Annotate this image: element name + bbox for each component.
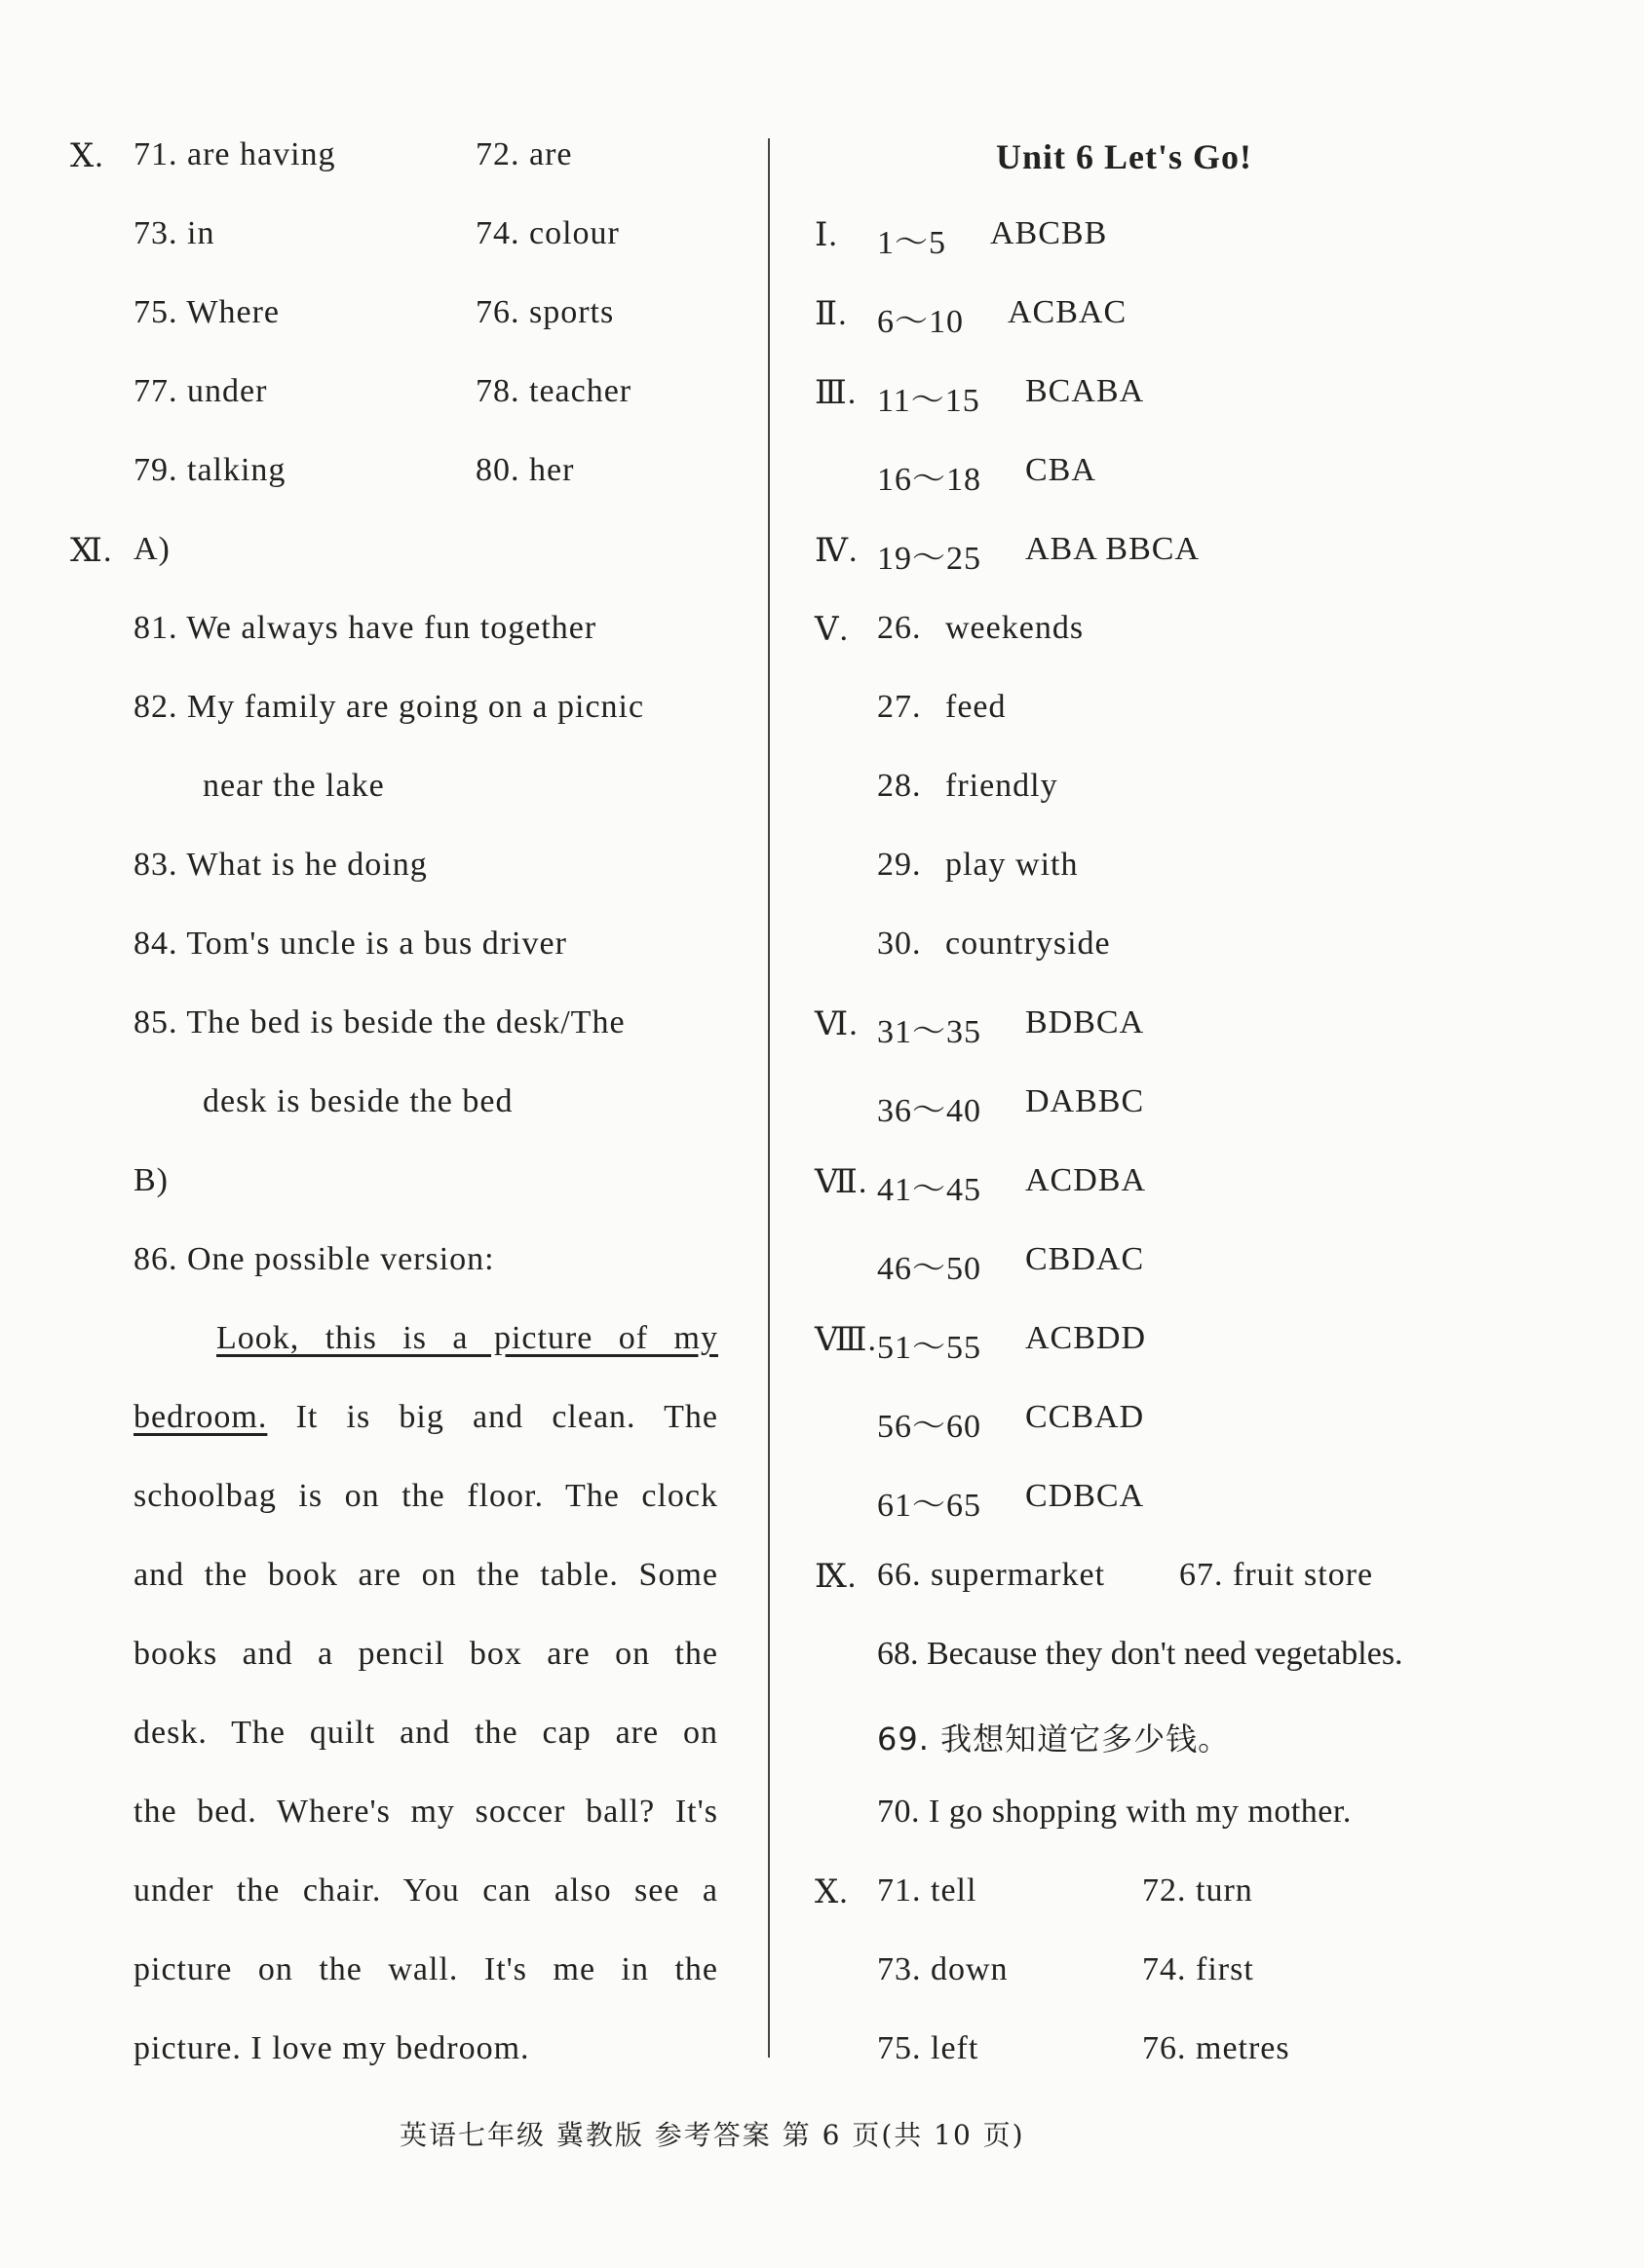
essay-line-4: and the book are on the table. Some [134,1557,718,1593]
left-item-74: 74. colour [476,215,620,251]
section-2-numeral: Ⅱ. [815,296,848,332]
right-item-75: 75. left [877,2030,979,2066]
right-row-11-15: 11～15 [877,383,980,419]
left-item-85: 85. The bed is beside the desk/The [134,1004,626,1040]
right-item-68: 68. Because they don't need vegetables. [877,1636,1403,1672]
right-row-41-45-answer: ACDBA [1025,1162,1147,1198]
right-item-70: 70. I go shopping with my mother. [877,1794,1352,1830]
right-row-51-55: 51～55 [877,1330,981,1366]
section-6-numeral: Ⅵ. [815,1006,859,1042]
left-item-75: 75. Where [134,294,280,330]
left-item-83: 83. What is he doing [134,847,428,883]
right-row-29-answer: play with [945,847,1079,883]
right-row-56-60-answer: CCBAD [1025,1399,1145,1435]
right-item-67: 67. fruit store [1179,1557,1374,1593]
right-row-30: 30. [877,926,922,962]
right-row-27-answer: feed [945,689,1007,725]
section-5-numeral: Ⅴ. [815,612,850,648]
essay-line-7: the bed. Where's my soccer ball? It's [134,1794,718,1830]
right-row-1-5-answer: ABCBB [990,215,1108,251]
right-row-6-10-answer: ACBAC [1008,294,1128,330]
essay-intro: 86. One possible version: [134,1241,495,1277]
section-9-numeral: Ⅸ. [815,1559,858,1595]
right-row-29: 29. [877,847,922,883]
section-3-numeral: Ⅲ. [815,375,858,411]
right-row-11-15-answer: BCABA [1025,373,1145,409]
section-7-numeral: Ⅶ. [815,1164,868,1200]
part-b-label: B) [134,1162,169,1198]
section-1-numeral: Ⅰ. [815,217,838,253]
essay-line-8: under the chair. You can also see a [134,1872,718,1909]
right-row-56-60: 56～60 [877,1409,981,1445]
section-4-numeral: Ⅳ. [815,533,859,569]
right-row-51-55-answer: ACBDD [1025,1320,1147,1356]
right-row-16-18: 16～18 [877,462,981,498]
essay-line-3: schoolbag is on the floor. The clock [134,1478,718,1514]
section-10-right-numeral: Ⅹ. [815,1874,849,1910]
right-row-19-25: 19～25 [877,541,981,577]
right-row-31-35-answer: BDBCA [1025,1004,1145,1040]
left-item-85-cont: desk is beside the bed [203,1083,514,1119]
right-row-26-answer: weekends [945,610,1085,646]
right-row-19-25-answer: ABA BBCA [1025,531,1200,567]
right-item-66: 66. supermarket [877,1557,1106,1593]
essay-line-10: picture. I love my bedroom. [134,2030,530,2066]
right-row-26: 26. [877,610,922,646]
left-item-72: 72. are [476,136,573,172]
left-item-81: 81. We always have fun together [134,610,597,646]
section-10-numeral: Ⅹ. [70,138,104,174]
right-row-6-10: 6～10 [877,304,964,340]
part-a-label: A) [134,531,171,567]
page-footer: 英语七年级 冀教版 参考答案 第 6 页(共 10 页) [400,2119,1025,2151]
unit-title: Unit 6 Let's Go! [996,137,1252,176]
left-item-84: 84. Tom's uncle is a bus driver [134,926,567,962]
essay-line-5: books and a pencil box are on the [134,1636,718,1672]
essay-line-2: bedroom. It is big and clean. The [134,1399,718,1435]
right-item-69: 69. 我想知道它多少钱。 [877,1720,1231,1758]
left-item-71: 71. are having [134,136,336,172]
left-item-73: 73. in [134,215,215,251]
right-row-46-50: 46～50 [877,1251,981,1287]
right-row-27: 27. [877,689,922,725]
right-row-1-5: 1～5 [877,225,946,261]
left-item-82: 82. My family are going on a picnic [134,689,645,725]
left-item-77: 77. under [134,373,268,409]
right-row-36-40-answer: DABBC [1025,1083,1145,1119]
essay-line-9: picture on the wall. It's me in the [134,1951,718,1987]
right-item-72: 72. turn [1142,1872,1253,1909]
right-row-36-40: 36～40 [877,1093,981,1129]
left-item-80: 80. her [476,452,575,488]
left-item-78: 78. teacher [476,373,632,409]
essay-line-1: Look, this is a picture of my [216,1320,718,1356]
right-row-31-35: 31～35 [877,1014,981,1050]
section-8-numeral: Ⅷ. [815,1322,878,1358]
right-row-41-45: 41～45 [877,1172,981,1208]
right-row-46-50-answer: CBDAC [1025,1241,1145,1277]
left-item-79: 79. talking [134,452,287,488]
right-row-28: 28. [877,768,922,804]
right-row-16-18-answer: CBA [1025,452,1096,488]
right-row-61-65-answer: CDBCA [1025,1478,1145,1514]
column-divider [768,138,770,2058]
left-item-82-cont: near the lake [203,768,385,804]
right-item-73: 73. down [877,1951,1009,1987]
right-item-74: 74. first [1142,1951,1254,1987]
right-item-76: 76. metres [1142,2030,1290,2066]
right-row-61-65: 61～65 [877,1488,981,1524]
right-row-28-answer: friendly [945,768,1058,804]
left-item-76: 76. sports [476,294,615,330]
essay-line-6: desk. The quilt and the cap are on [134,1715,718,1751]
section-11-numeral: Ⅺ. [70,533,113,569]
right-row-30-answer: countryside [945,926,1111,962]
right-item-71: 71. tell [877,1872,977,1909]
